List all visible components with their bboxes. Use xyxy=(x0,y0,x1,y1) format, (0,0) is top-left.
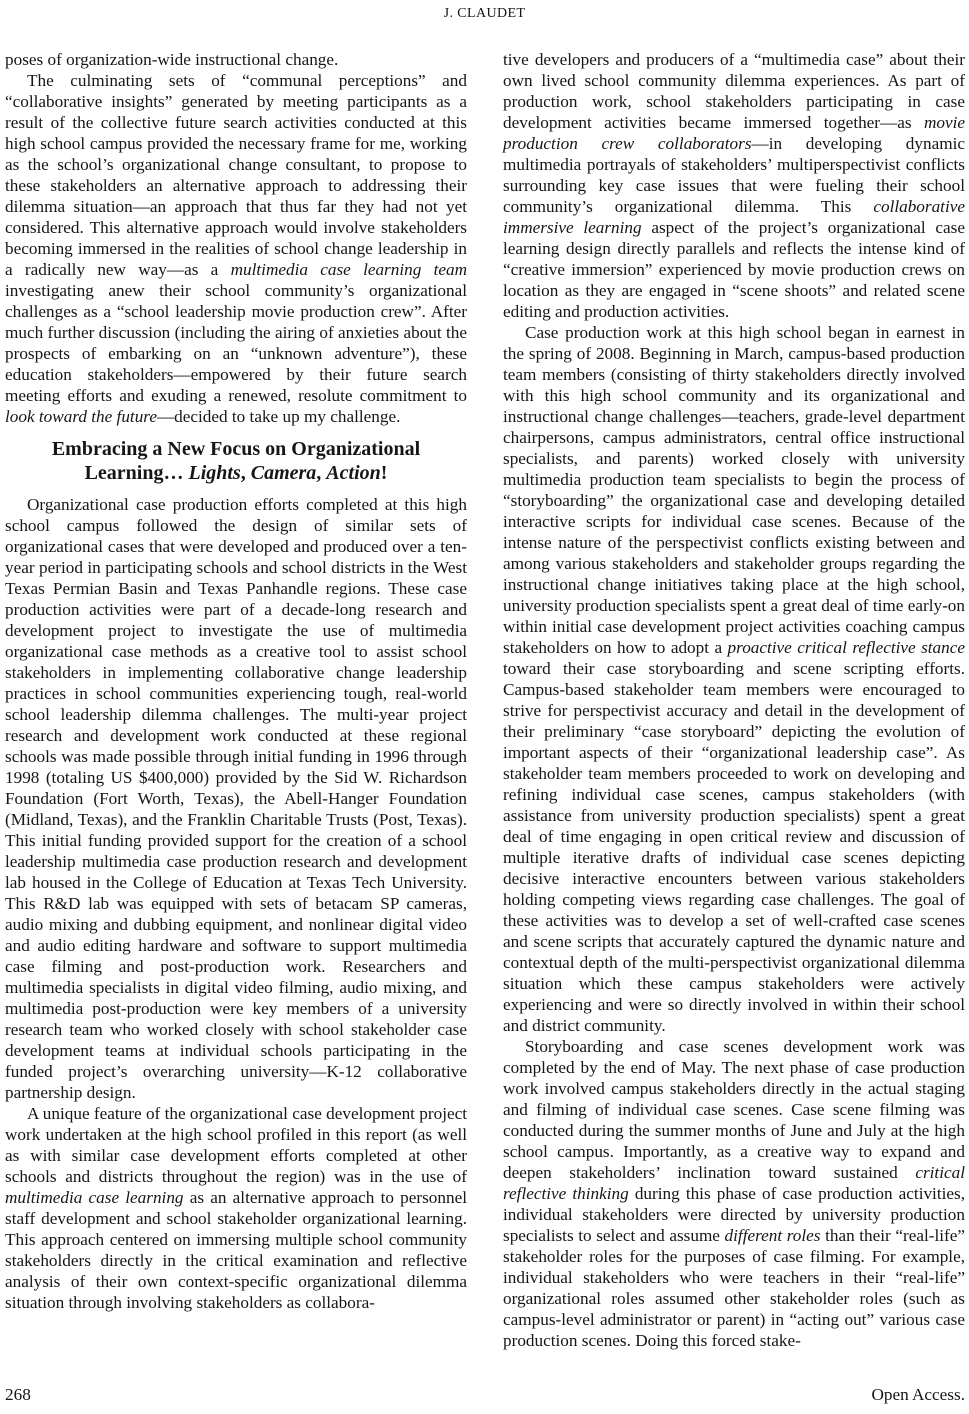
paragraph xyxy=(503,49,965,322)
emphasized-text: look toward the future xyxy=(5,407,157,426)
paragraph xyxy=(5,49,467,70)
emphasized-text: Lights xyxy=(188,462,241,484)
section-heading xyxy=(5,437,467,485)
body-text: during this phase of case production activities, individual stakeholders were directed by university production specialists to select and assume xyxy=(503,1184,965,1245)
body-text: investigating anew their school community’s organizational challenges as a “school leadership movie production crew”. After much further discussion (including the airing of anxieties about the prospects of embarking on an “unknown adventure”), these education stakeholders—empowered by their future search meeting efforts and exuding a renewed, resolute commitment to xyxy=(5,281,467,405)
running-head: J. CLAUDET xyxy=(443,6,526,21)
emphasized-text: multimedia case learning team xyxy=(230,260,468,279)
body-text: Embracing a New Focus on Organizational xyxy=(51,438,421,460)
emphasized-text: proactive critical reflective stance xyxy=(727,638,965,657)
body-text: , xyxy=(316,462,327,484)
left-column xyxy=(5,49,467,1351)
paragraph xyxy=(5,494,467,1103)
body-text: , xyxy=(240,462,251,484)
body-text: toward their case storyboarding and scene scripting efforts. Campus-based stakeholder team members were encouraged to strive for perspectivist accuracy and detail in the development of their preliminary “case storyboard” depicting the evolution of important aspects of their “organizational leadership case”. As stakeholder team members proceeded to work on developing and refining individual case scenes, campus stakeholders (with assistance from university production specialists) spent a great deal of time engaging in open critical review and discussion of multiple iterative drafts of individual case scenes depicting decisive interactive encounters between various stakeholders holding competing views regarding case challenges. The goal of these activities was to develop a set of well-crafted case scenes and scene scripts that accurately captured the dynamic nature and contextual depth of the multi-perspectivist organizational dilemma situation which these campus stakeholders were actively experiencing and were so directly involved in within their school and district community. xyxy=(503,659,965,1035)
right-column xyxy=(503,49,965,1351)
body-text: Case production work at this high school began in earnest in the spring of 2008. Beginning in March, campus-based production team members (consisting of thirty stakeholders directly involved with this high school community and its organizational and instructional change challenges—teachers, grade-level department chairpersons, campus administrators, central office instructional specialists, and parents) worked closely with university multimedia production team specialists to begin the process of “storyboarding” the organizational case and developing detailed interactive scripts for individual case scenes. Because of the intense nature of the perspectivist conflicts existing between and among various stakeholders and stakeholder groups regarding the instructional change initiatives taking place at the high school, university production specialists spent a great deal of time early-on within initial case development project activities coaching campus stakeholders on how to adopt a xyxy=(503,323,965,657)
paragraph xyxy=(5,70,467,427)
emphasized-text: multimedia case learning xyxy=(5,1188,184,1207)
emphasized-text: critical reflective thinking xyxy=(503,1163,965,1203)
body-text: —in developing dynamic multimedia portrayals of stakeholders’ multiperspectivist conflicts surrounding key case issues that were fueling their school community’s organizational dilemma. This xyxy=(503,134,965,216)
paragraph xyxy=(503,322,965,1036)
body-text: ! xyxy=(380,462,388,484)
paragraph xyxy=(503,1036,965,1351)
body-text: tive developers and producers of a “multimedia case” about their own lived school community dilemma experiences. As part of production work, school stakeholders participating in case development activities became immersed together—as xyxy=(503,50,965,132)
body-text: than their “real-life” stakeholder roles for the purposes of case filming. For example, individual stakeholders who were teachers in their “real-life” organizational roles assumed other stakeholder roles (such as campus-level administrator or parent) in “acting out” various case production scenes. Doing this forced stake- xyxy=(503,1226,965,1350)
emphasized-text: movie production crew collaborators xyxy=(503,113,965,153)
page-footer xyxy=(5,1384,965,1405)
body-text: The culminating sets of “communal perceptions” and “collaborative insights” generated by meeting participants as a result of the collective future search activities conducted at this high school campus provided the necessary frame for me, working as the school’s organizational change consultant, to propose to these stakeholders an alternative approach to addressing their dilemma situation—an approach that thus far they had not yet considered. This alternative approach would involve stakeholders becoming immersed in the realities of school change leadership in a radically new way—as a xyxy=(5,71,467,279)
body-text: Organizational case production efforts completed at this high school campus followed the design of similar sets of organizational cases that were developed and produced over a ten-year period in participating schools and school districts in the West Texas Permian Basin and Texas Panhandle regions. These case production activities were part of a decade-long research and development project to investigate the use of multimedia organizational case methods as a creative tool to assist school stakeholders in implementing collaborative change leadership practices in school communities experiencing tough, real-world school leadership dilemma challenges. The multi-year project research and development work conducted at these regional schools was made possible through initial funding in 1996 through 1998 (totaling US $400,000) provided by the Sid W. Richardson Foundation (Fort Worth, Texas), the Abell-Hanger Foundation (Midland, Texas), and the Franklin Charitable Trusts (Post, Texas). This initial funding provided support for the creation of a school leadership multimedia case production research and development lab housed in the College of Education at Texas Tech University. This R&D lab was equipped with sets of betacam SP cameras, audio mixing and dubbing equipment, and nonlinear digital video and audio editing hardware and software to support multimedia case filming and post-production work. Researchers and multimedia specialists in digital video filming, audio mixing, and multimedia post-production were key members of a university research team who worked closely with school stakeholder case development teams at individual schools participating in the funded project’s overarching university—K-12 collaborative partnership design. xyxy=(5,495,467,1102)
body-text: Storyboarding and case scenes development work was completed by the end of May. The next phase of case production work involved campus stakeholders directly in the actual staging and filming of individual case scenes. Case scene filming was conducted during the summer months of June and July at the high school campus. Importantly, as a creative way to expand and deepen stakeholders’ inclination toward sustained xyxy=(503,1037,965,1182)
section-heading-line xyxy=(5,461,467,485)
section-heading-line xyxy=(5,437,467,461)
body-text: as an alternative approach to personnel staff development and school stakeholder organizational learning. This approach centered on immersing multiple school community stakeholders directly in the critical examination and reflective analysis of their own context-specific organizational dilemma situation through involving stakeholders as collabora- xyxy=(5,1188,467,1312)
body-text: Learning… xyxy=(84,462,189,484)
paragraph xyxy=(5,1103,467,1313)
emphasized-text: Camera xyxy=(250,462,317,484)
body-text: —decided to take up my challenge. xyxy=(156,407,401,426)
page-number: 268 xyxy=(5,1385,31,1404)
open-access-label: Open Access. xyxy=(871,1385,965,1404)
text-columns xyxy=(5,49,965,1351)
emphasized-text: Action xyxy=(326,462,381,484)
body-text: poses of organization-wide instructional change. xyxy=(5,50,339,69)
emphasized-text: collaborative immersive learning xyxy=(503,197,965,237)
body-text: A unique feature of the organizational case development project work undertaken at the high school profiled in this report (as well as with similar case development efforts completed at other schools and districts throughout the region) was in the use of xyxy=(5,1104,467,1186)
body-text: aspect of the project’s organizational case learning design directly parallels and reflects the intense kind of “creative immersion” experienced by movie production crews on location as they are engaged in “scene shoots” and related scene editing and production activities. xyxy=(503,218,965,321)
emphasized-text: different roles xyxy=(724,1226,821,1245)
